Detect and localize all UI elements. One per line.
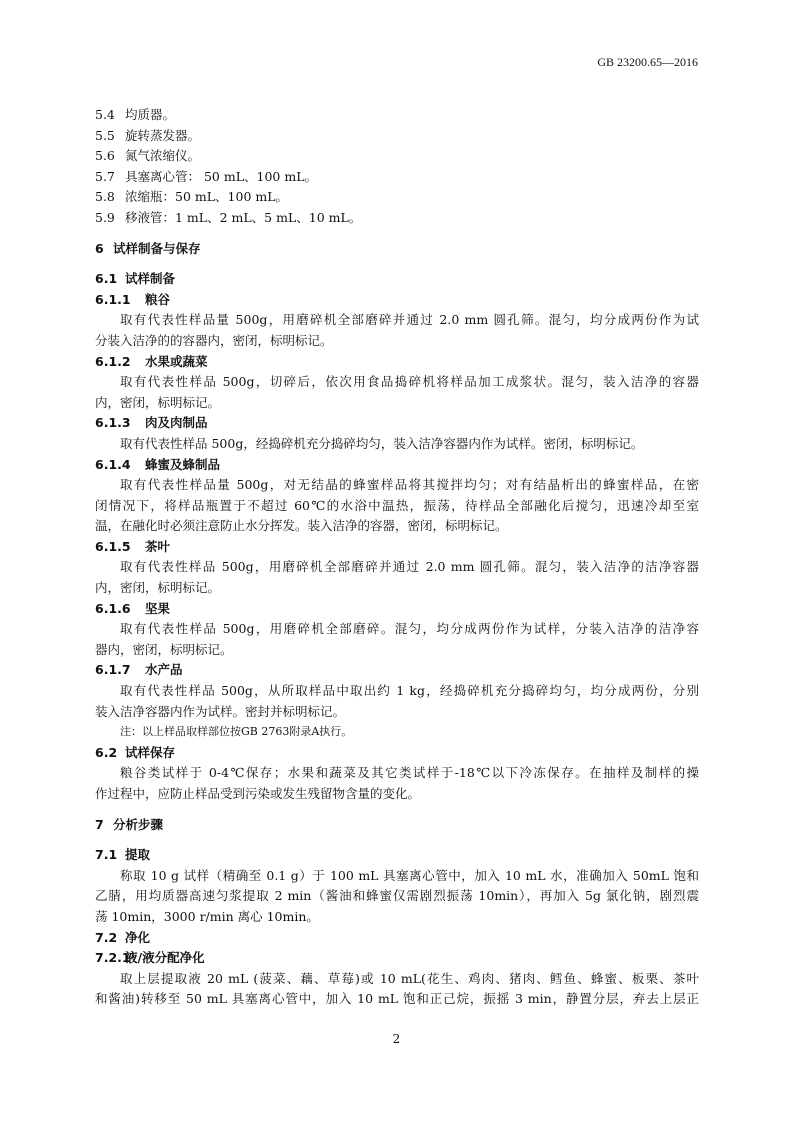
header-standard-number: GB 23200.65—2016 [597, 55, 698, 69]
section-heading-7-2-1: 7.2.1液/液分配净化 [95, 950, 205, 966]
paragraph-line: 称取 10 g 试样（精确至 0.1 g）于 100 mL 具塞离心管中，加入 10 mL 水，准确加入 50mL 饱和 [120, 867, 699, 883]
paragraph-line: 取有代表性样品量 500g，用磨碎机全部磨碎并通过 2.0 mm 圆孔筛。混匀，均分成两份作为试 [120, 312, 699, 328]
paragraph-line: 取有代表性样品 500g，用磨碎机全部磨碎并通过 2.0 mm 圆孔筛。混匀，装入洁净的洁净容器 [120, 559, 699, 575]
paragraph-line: 取有代表性样品 500g，从所取样品中取出约 1 kg，经捣碎机充分捣碎均匀，均分成两份，分别 [120, 683, 699, 699]
note: 注：以上样品取样部位按GB 2763附录A执行。 [120, 725, 353, 739]
paragraph-line: 粮谷类试样于 0-4℃保存；水果和蔬菜及其它类试样于-18℃以下冷冻保存。在抽样及制样的操 [120, 765, 699, 781]
list-item: 5.7 具塞离心管： 50 mL、100 mL。 [95, 168, 317, 184]
paragraph-line: 温，在融化时必须注意防止水分挥发。装入洁净的容器，密闭，标明标记。 [95, 518, 508, 534]
list-item: 5.5 旋转蒸发器。 [95, 127, 201, 143]
page-body [95, 105, 699, 1010]
section-heading-6-1-3: 6.1.3 肉及肉制品 [95, 415, 208, 431]
paragraph-line: 和酱油)转移至 50 mL 具塞离心管中，加入 10 mL 饱和正己烷，振摇 3 min，静置分层，弃去上层正 [95, 991, 699, 1007]
section-heading-6-1-7: 6.1.7 水产品 [95, 662, 183, 678]
paragraph-line: 荡 10min，3000 r/min 离心 10min。 [95, 908, 319, 924]
section-heading-7-1: 7.1 提取 [95, 847, 151, 863]
paragraph-line: 器内，密闭，标明标记。 [95, 641, 233, 657]
section-heading-7-2: 7.2 净化 [95, 929, 151, 945]
section-heading-6-1: 6.1 试样制备 [95, 271, 176, 287]
section-heading-6: 6 试样制备与保存 [95, 240, 201, 256]
page-number: 2 [392, 1032, 401, 1046]
paragraph-line: 取有代表性样品 500g，经捣碎机充分捣碎均匀，装入洁净容器内作为试样。密闭，标明标记。 [120, 435, 644, 451]
paragraph-line: 取有代表性样品量 500g，对无结晶的蜂蜜样品将其搅拌均匀；对有结晶析出的蜂蜜样品，在密 [120, 477, 699, 493]
list-item: 5.4 均质器。 [95, 107, 176, 122]
paragraph-line: 分装入洁净的的容器内，密闭，标明标记。 [95, 332, 333, 348]
paragraph-line: 装入洁净容器内作为试样。密封并标明标记。 [95, 703, 346, 719]
paragraph-line: 乙腈，用均质器高速匀浆提取 2 min（酱油和蜂蜜仅需剧烈振荡 10min），再加入 5g 氯化钠，剧烈震 [95, 888, 699, 904]
paragraph-line: 取有代表性样品 500g，用磨碎机全部磨碎。混匀，均分成两份作为试样，分装入洁净的洁净容 [120, 621, 699, 637]
paragraph-line: 作过程中，应防止样品受到污染或发生残留物含量的变化。 [95, 786, 421, 801]
list-item: 5.6 氮气浓缩仪。 [95, 148, 201, 164]
section-heading-6-1-1: 6.1.1 粮谷 [95, 291, 171, 307]
list-item: 5.9 移液管：1 mL、2 mL、5 mL、10 mL。 [95, 209, 362, 225]
list-item: 5.8 浓缩瓶：50 mL、100 mL。 [95, 189, 289, 205]
paragraph-line: 内，密闭，标明标记。 [95, 580, 221, 596]
paragraph-line: 取上层提取液 20 mL (菠菜、藕、草莓)或 10 mL(花生、鸡肉、猪肉、鳕鱼、蜂蜜、板栗、茶叶 [120, 970, 699, 986]
section-heading-6-1-6: 6.1.6 坚果 [95, 600, 171, 616]
section-heading-6-1-4: 6.1.4 蜂蜜及蜂制品 [95, 456, 221, 472]
section-heading-6-1-5: 6.1.5 茶叶 [95, 538, 171, 554]
paragraph-line: 闭情况下，将样品瓶置于不超过 60℃的水浴中温热，振荡，待样品全部融化后搅匀，迅速冷却至室 [95, 497, 699, 513]
section-heading-6-2: 6.2 试样保存 [95, 744, 176, 760]
section-heading-7: 7 分析步骤 [95, 816, 164, 832]
paragraph-line: 取有代表性样品 500g，切碎后，依次用食品捣碎机将样品加工成浆状。混匀，装入洁净的容器 [120, 374, 699, 390]
section-heading-6-1-2: 6.1.2 水果或蔬菜 [95, 353, 208, 369]
paragraph-line: 内，密闭，标明标记。 [95, 394, 221, 410]
